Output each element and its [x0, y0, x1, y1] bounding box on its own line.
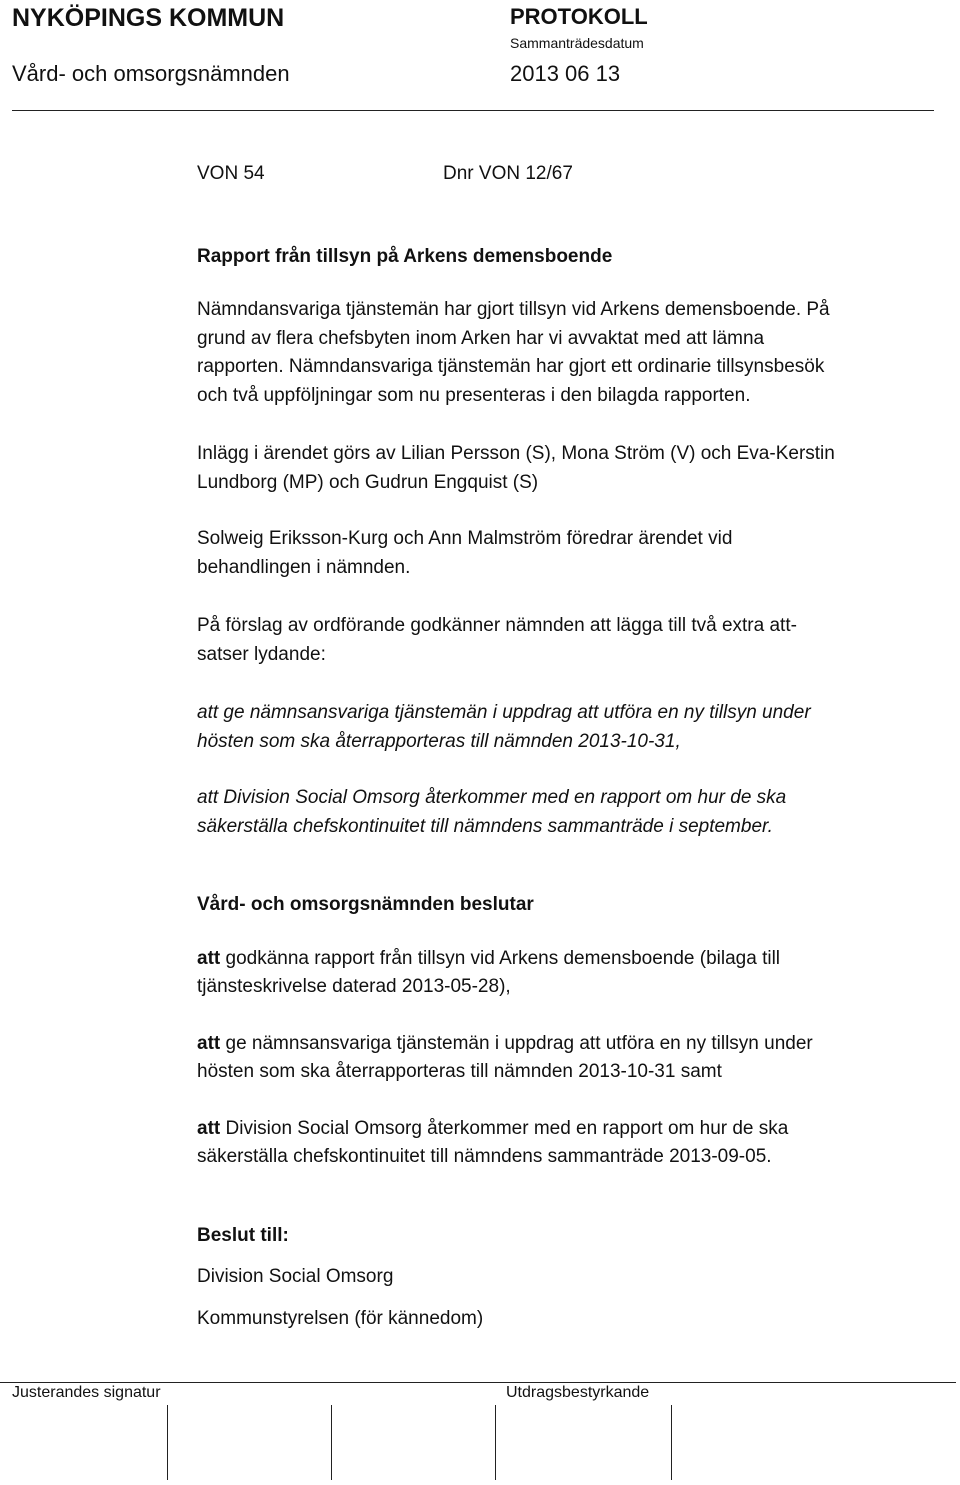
section-title: Rapport från tillsyn på Arkens demensboende: [197, 245, 613, 267]
paragraph-background: [197, 296, 897, 410]
diary-number: Dnr VON 12/67: [443, 163, 573, 184]
decision-item-2: [197, 1030, 897, 1087]
att-word: att: [197, 947, 221, 969]
text-line: grund av flera chefsbyten inom Arken har vi avvaktat med att lämna: [197, 327, 765, 349]
recipients-heading: Beslut till:: [197, 1224, 289, 1246]
recipient-item: Division Social Omsorg: [197, 1266, 394, 1287]
decision-item-3: [197, 1115, 897, 1172]
text-line: Division Social Omsorg återkommer med en rapport om hur de ska: [220, 1117, 789, 1139]
document-body: [197, 160, 897, 1333]
footer-divider: [0, 1382, 956, 1383]
signature-box-divider: [495, 1405, 496, 1480]
text-line: Solweig Eriksson-Kurg och Ann Malmström föredrar ärendet vid: [197, 528, 733, 549]
meeting-date-label: Sammanträdesdatum: [510, 35, 644, 51]
text-line: Nämndansvariga tjänstemän har gjort tillsyn vid Arkens demensboende. På: [197, 299, 830, 320]
text-line: och två uppföljningar som nu presenteras i den bilagda rapporten.: [197, 384, 751, 406]
text-line: satser lydande:: [197, 643, 326, 665]
committee-name: Vård- och omsorgsnämnden: [12, 61, 290, 86]
paragraph-clause-2: [197, 784, 897, 841]
text-line: Lundborg (MP) och Gudrun Engquist (S): [197, 471, 539, 493]
text-line: ge nämnsansvariga tjänstemän i uppdrag att utföra en ny tillsyn under: [220, 1032, 813, 1054]
recipient-item: Kommunstyrelsen (för kännedom): [197, 1307, 484, 1329]
text-line: hösten som ska återrapporteras till nämnden 2013-10-31,: [197, 730, 681, 752]
decision-item-1: [197, 945, 897, 1002]
header-divider: [12, 110, 934, 111]
organization-name: NYKÖPINGS KOMMUN: [12, 4, 285, 32]
section-reference: [197, 160, 897, 189]
text-line: rapporten. Nämndansvariga tjänstemän har gjort ett ordinarie tillsynsbesök: [197, 356, 825, 377]
section-number: VON 54: [197, 163, 265, 184]
att-word: att: [197, 1032, 221, 1054]
signature-label: Justerandes signatur: [12, 1384, 161, 1401]
signature-box-divider: [671, 1405, 672, 1480]
paragraph-proposal: [197, 612, 897, 669]
text-line: godkänna rapport från tillsyn vid Arkens demensboende (bilaga till: [220, 947, 781, 969]
text-line: att ge nämnsansvariga tjänstemän i uppdrag att utföra en ny tillsyn under: [197, 702, 811, 723]
text-line: hösten som ska återrapporteras till nämnden 2013-10-31 samt: [197, 1061, 722, 1082]
text-line: att Division Social Omsorg återkommer med en rapport om hur de ska: [197, 787, 787, 808]
text-line: säkerställa chefskontinuitet till nämndens sammanträde 2013-09-05.: [197, 1146, 772, 1167]
text-line: behandlingen i nämnden.: [197, 556, 411, 578]
signature-box-divider: [167, 1405, 168, 1480]
certification-label: Utdragsbestyrkande: [506, 1384, 650, 1401]
document-type: PROTOKOLL: [510, 4, 648, 29]
signature-box-divider: [331, 1405, 332, 1480]
paragraph-presenters: [197, 525, 897, 582]
text-line: tjänsteskrivelse daterad 2013-05-28),: [197, 976, 511, 997]
text-line: säkerställa chefskontinuitet till nämndens sammanträde i september.: [197, 815, 773, 837]
text-line: Inlägg i ärendet görs av Lilian Persson (S), Mona Ström (V) och Eva-Kerstin: [197, 443, 835, 464]
paragraph-clause-1: [197, 699, 897, 756]
meeting-date: 2013 06 13: [510, 61, 621, 86]
decision-heading: Vård- och omsorgsnämnden beslutar: [197, 894, 534, 915]
text-line: På förslag av ordförande godkänner nämnden att lägga till två extra att-: [197, 615, 797, 636]
paragraph-contributions: [197, 440, 897, 497]
att-word: att: [197, 1117, 221, 1139]
